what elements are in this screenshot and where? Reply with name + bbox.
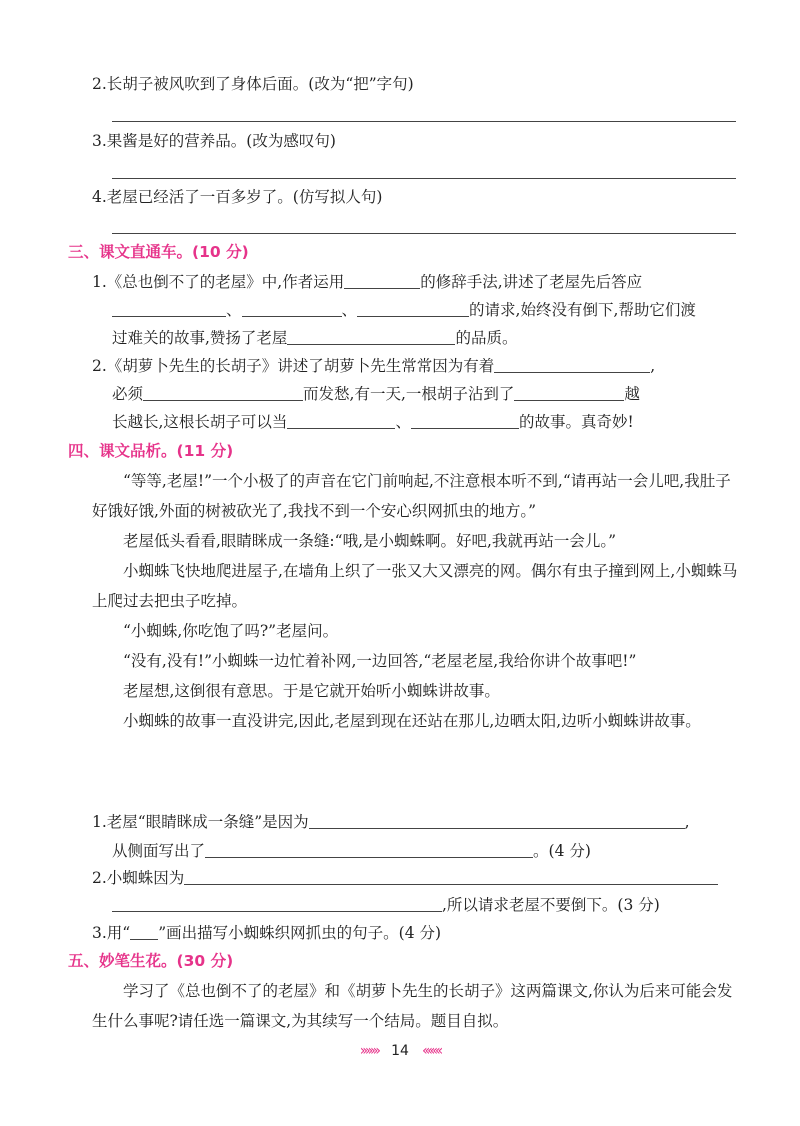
- blank[interactable]: [205, 841, 533, 858]
- writing-prompt: 学习了《总也倒不了的老屋》和《胡萝卜先生的长胡子》这两篇课文,你认为后来可能会发生什么事呢?请任选一篇课文,为其续写一个结局。题目自拟。: [92, 982, 733, 1030]
- chevron-left-icon: ‹‹‹‹‹‹‹: [422, 1043, 441, 1059]
- section-5-score: (30 分): [176, 952, 234, 970]
- passage-paragraph: 老屋低头看看,眼睛眯成一条缝:“哦,是小蜘蛛啊。好吧,我就再站一会儿。”: [123, 532, 617, 550]
- section-4-heading: [68, 440, 233, 462]
- blank[interactable]: [287, 412, 395, 429]
- blank[interactable]: [184, 868, 718, 885]
- sec3-q2-line2: 必须 而发愁,有一天,一根胡子沾到了 越: [112, 385, 640, 403]
- section-5-heading: [68, 950, 233, 972]
- passage-paragraph: “等等,老屋!”一个小极了的声音在它门前响起,不注意根本听不到,“请再站一会儿吧,我肚子好饿好饿,外面的树被砍光了,我找不到一个安心织网抓虫的地方。”: [92, 472, 731, 520]
- sec3-q1-line3: 过难关的故事,赞扬了老屋 的品质。: [112, 329, 518, 347]
- sec3-q2-line1: 2.《胡萝卜先生的长胡子》讲述了胡萝卜先生常常因为有着 ,: [92, 357, 656, 375]
- sec4-q3: 3.用“ ”画出描写小蜘蛛织网抓虫的句子。(4 分): [92, 924, 442, 942]
- reading-passage: [92, 466, 738, 736]
- blank[interactable]: [494, 356, 650, 373]
- question-2-2: 2.长胡子被风吹到了身体后面。(改为“把”字句): [92, 75, 414, 93]
- answer-line[interactable]: [112, 233, 736, 234]
- section-5-title: 五、妙笔生花。: [68, 952, 177, 970]
- sec4-q1-line1: 1.老屋“眼睛眯成一条缝”是因为 ,: [92, 813, 690, 831]
- blank[interactable]: [112, 895, 442, 912]
- page-footer: [0, 1040, 800, 1059]
- passage-paragraph: 小蜘蛛的故事一直没讲完,因此,老屋到现在还站在那儿,边晒太阳,边听小蜘蛛讲故事。: [123, 712, 701, 730]
- section-3-title: 三、课文直通车。: [68, 243, 193, 261]
- answer-line[interactable]: [112, 121, 736, 122]
- page-number: 14: [391, 1043, 409, 1059]
- underline-sample: [130, 923, 158, 940]
- section-3-score: (10 分): [192, 243, 249, 261]
- sec4-q2-line1: 2.小蜘蛛因为: [92, 867, 718, 889]
- passage-paragraph: 老屋想,这倒很有意思。于是它就开始听小蜘蛛讲故事。: [123, 682, 500, 700]
- sec3-q1-line2: 、 、 的请求,始终没有倒下,帮助它们渡: [112, 299, 696, 321]
- blank[interactable]: [357, 300, 469, 317]
- sec4-q1-line2: 从侧面写出了 。(4 分): [112, 842, 591, 860]
- blank[interactable]: [309, 812, 685, 829]
- sec3-q1-line1: 1.《总也倒不了的老屋》中,作者运用 的修辞手法,讲述了老屋先后答应: [92, 273, 643, 291]
- section-3-heading: [68, 241, 249, 263]
- sec4-q2-line2: ,所以请求老屋不要倒下。(3 分): [112, 894, 660, 916]
- blank[interactable]: [344, 272, 420, 289]
- section-4-title: 四、课文品析。: [68, 442, 177, 460]
- passage-paragraph: 小蜘蛛飞快地爬进屋子,在墙角上织了一张又大又漂亮的网。偶尔有虫子撞到网上,小蜘蛛马上爬过去把虫子吃掉。: [92, 562, 738, 610]
- section-4-score: (11 分): [176, 442, 234, 460]
- blank[interactable]: [143, 384, 303, 401]
- passage-paragraph: “没有,没有!”小蜘蛛一边忙着补网,一边回答,“老屋老屋,我给你讲个故事吧!”: [123, 652, 637, 670]
- answer-line[interactable]: [112, 178, 736, 179]
- sec3-q2-line3: 长越长,这根长胡子可以当 、 的故事。真奇妙!: [112, 413, 634, 431]
- question-2-4: 4.老屋已经活了一百多岁了。(仿写拟人句): [92, 188, 383, 206]
- passage-paragraph: “小蜘蛛,你吃饱了吗?”老屋问。: [123, 622, 339, 640]
- chevron-right-icon: ›››››››: [359, 1043, 378, 1059]
- blank[interactable]: [242, 300, 342, 317]
- question-2-3: 3.果酱是好的营养品。(改为感叹句): [92, 132, 336, 150]
- blank[interactable]: [287, 328, 455, 345]
- blank[interactable]: [112, 300, 226, 317]
- blank[interactable]: [514, 384, 624, 401]
- blank[interactable]: [411, 412, 519, 429]
